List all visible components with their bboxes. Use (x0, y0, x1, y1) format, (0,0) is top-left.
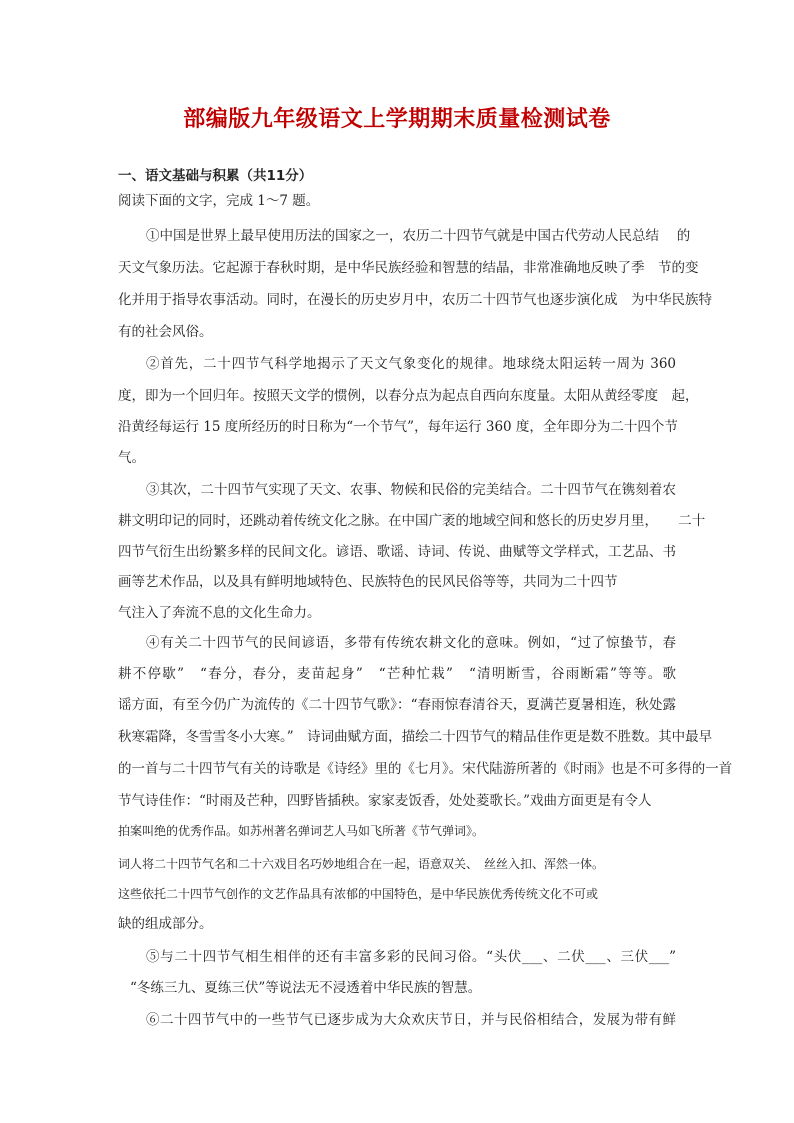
paragraph-line: 化并用于指导农事活动。同时，在漫长的历史岁月中，农历二十四节气也逐步演化成 为中华民族特 (118, 292, 712, 308)
paragraph-line: 这些依托二十四节气创作的文艺作品具有浓郁的中国特色，是中华民族优秀传统文化不可或 (118, 887, 599, 901)
paragraph-line: 四节气衍生出纷繁多样的民间文化。谚语、歌谣、诗词、传说、曲赋等文学样式，工艺品、书 (118, 544, 676, 560)
section-heading: 一、语文基础与积累（共11分） (118, 168, 313, 184)
paragraph-line: 耕不停歇” “春分，春分，麦苗起身” “芒种忙栽” “清明断雪，谷雨断霜”等等。歌 (118, 666, 676, 682)
paragraph-line: 缺的组成部分。 (118, 916, 213, 932)
paragraph-line: ②首先，二十四节气科学地揭示了天文气象变化的规律。地球绕太阳运转一周为 360 (146, 356, 676, 372)
paragraph-line: 沿黄经每运行 15 度所经历的时日称为“一个节气”，每年运行 360 度，全年即分为二十四个节 (118, 419, 678, 435)
paragraph-line: ⑤与二十四节气相生相伴的还有丰富多彩的民间习俗。“头伏___、二伏___、三伏___” (146, 949, 676, 965)
instruction: 阅读下面的文字，完成 1～7 题。 (118, 193, 320, 209)
paragraph-line: 谣方面，有至今仍广为流传的《二十四节气歌》：“春雨惊春清谷天，夏满芒夏暑相连，秋处露 (118, 697, 676, 713)
paragraph-line: “冬练三九、夏练三伏”等说法无不浸透着中华民族的智慧。 (130, 980, 482, 996)
paragraph-line: 的一首与二十四节气有关的诗歌是《诗经》里的《七月》。宋代陆游所著的《时雨》也是不可多得的一首 (118, 761, 733, 777)
paragraph-line: 气注入了奔流不息的文化生命力。 (118, 605, 321, 621)
paragraph-line: 秋寒霜降，冬雪雪冬小大寒。” 诗词曲赋方面，描绘二十四节气的精品佳作更是数不胜数。其中最早 (118, 729, 713, 745)
paragraph-line: ④有关二十四节气的民间谚语，多带有传统农耕文化的意味。例如，“过了惊蛰节，春 (146, 635, 676, 651)
paragraph-line: 有的社会风俗。 (118, 324, 213, 340)
paragraph-line: 画等艺术作品，以及具有鲜明地域特色、民族特色的民风民俗等等，共同为二十四节 (118, 574, 618, 590)
paragraph-line: 度，即为一个回归年。按照天文学的惯例，以春分点为起点自西向东度量。太阳从黄经零度 起， (118, 388, 699, 404)
paragraph-line: 天文气象历法。它起源于春秋时期，是中华民族经验和智慧的结晶，非常准确地反映了季 节的变 (118, 260, 699, 276)
paragraph-line: 耕文明印记的同时，还跳动着传统文化之脉。在中国广袤的地域空间和悠长的历史岁月里， 二十 (118, 513, 706, 529)
paragraph-line: 拍案叫绝的优秀作品。如苏州著名弹词艺人马如飞所著《节气弹词》。 (118, 824, 485, 838)
paragraph-line: ⑥二十四节气中的一些节气已逐步成为大众欢庆节日，并与民俗相结合，发展为带有鲜 (146, 1012, 676, 1028)
paragraph-line: 节气诗佳作：“时雨及芒种，四野皆插秧。家家麦饭香，处处菱歌长。”戏曲方面更是有令人 (118, 793, 652, 809)
page-title: 部编版九年级语文上学期期末质量检测试卷 (183, 107, 611, 132)
paragraph-line: ③其次，二十四节气实现了天文、农事、物候和民俗的完美结合。二十四节气在镌刻着农 (146, 482, 676, 498)
paragraph-line: 词人将二十四节气名和二十六戏目名巧妙地组合在一起，语意双关、 丝丝入扣、浑然一体。 (118, 857, 605, 871)
paragraph-line: 气。 (118, 450, 145, 466)
paragraph-line: ①中国是世界上最早使用历法的国家之一，农历二十四节气就是中国古代劳动人民总结 的 (146, 228, 691, 244)
